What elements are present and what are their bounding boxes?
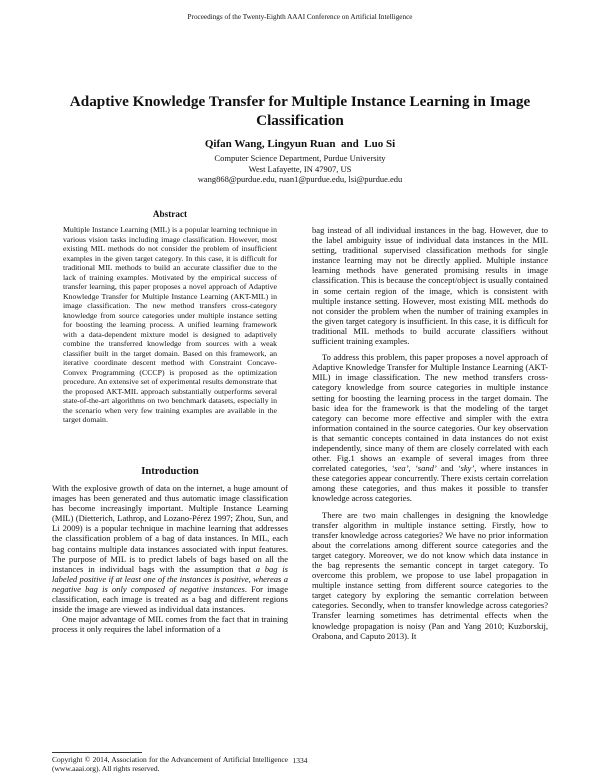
page-number: 1334: [292, 756, 308, 765]
copyright-notice: Copyright © 2014, Association for the Advancement of Artificial Intelligence (www.aaai.org). All rights reserved.: [52, 755, 288, 773]
paper-title: Adaptive Knowledge Transfer for Multiple Instance Learning in Image Classification: [69, 93, 531, 129]
intro-paragraph-1: With the explosive growth of data on the internet, a huge amount of images has been generated and thus automatic image classification has become increasingly important. Multiple Instance Learning (MIL) (Dietterich, Lathrop, and Lozano-Pérez 1997; Zhou, Sun, and Li 2009) is a popular technique in machine learning that addresses the classification problem of a bag of data instances. In MIL, each bag contains multiple data instances associated with input features. The purpose of MIL is to predict labels of bags based on all the instances in individual bags with the assumption that a bag is labeled positive if at least one of the instances is positive, whereas a negative bag is only composed of negative instances. For image classification, each image is treated as a bag and different regions inside the image are viewed as individual data instances.: [52, 483, 288, 615]
footnote-rule: [52, 752, 142, 753]
proceedings-header: Proceedings of the Twenty-Eighth AAAI Conference on Artificial Intelligence: [187, 13, 413, 21]
abstract-text: Multiple Instance Learning (MIL) is a popular learning technique in various vision tasks including image classification. However, most existing MIL methods do not consider the problem of insufficient examples in the given target category. In this case, it is difficult for traditional MIL methods to build an accurate classifier due to the lack of training examples. Motivated by the empirical success of transfer learning, this paper proposes a novel approach of Adaptive Knowledge Transfer for Multiple Instance Learning (AKT-MIL) in image classification. The new method transfers cross-category knowledge from source categories under multiple instance setting for boosting the learning process. A unified learning framework with a data-dependent mixture model is designed to adaptively combine the transferred knowledge from sources with a weak classifier built in the target domain. Based on this framework, an iterative coordinate descent method with Constraint Concave-Convex Programming (CCCP) is proposed as the optimization procedure. An extensive set of experimental results demonstrate that the proposed AKT-MIL approach substantially outperforms several state-of-the-art algorithms on two benchmark datasets, especially in the scenario when very few training examples are available in the target domain.: [63, 225, 277, 424]
right-paragraph-1: bag instead of all individual instances in the bag. However, due to the label ambiguity issue of individual data instances in the MIL setting, traditional supervised classification methods for single instance learning may not be directly applied. Multiple instance learning methods have generated promising results in image classification. This is because the concept/object is usually contained in some certain region of the image, which is consistent with multiple instance setting. However, most existing MIL methods do not consider the problem when the number of training examples in the given target category is insufficient. In this case, it is difficult for traditional MIL methods to build accurate classifiers without sufficient training examples.: [312, 225, 548, 347]
affiliation-address: West Lafayette, IN 47907, US: [248, 163, 352, 174]
introduction-heading: Introduction: [141, 466, 199, 477]
right-paragraph-3: There are two main challenges in designing the knowledge transfer algorithm in multiple instance setting. Firstly, how to transfer knowledge across categories? We have no prior information about the correlations among different source categories and the target category. Moreover, we do not know which data instance in the bag represents the semantic concept in target category. To overcome this problem, we propose to use label propagation in multiple instance setting from different source categories to the target category by exploring the semantic correlation between categories. Secondly, when to transfer knowledge across categories? Transfer learning sometimes has detrimental effects when the knowledge propagation is noisy (Pan and Yang 2010; Kuzborskij, Orabona, and Caputo 2013). It: [312, 509, 548, 641]
right-column-body: [312, 225, 548, 647]
right-paragraph-2: To address this problem, this paper proposes a novel approach of Adaptive Knowledge Transfer for Multiple Instance Learning (AKT-MIL) in image classification. The new method transfers cross-category knowledge from source categories in multiple instance setting for boosting the learning process in the target domain. The basic idea for the framework is that the modeling of the target category can become more effective and simpler with the extra information contained in the source categories. Our key observation is that semantic concepts contained in data instances do not exist independently, since many of them are closely correlated with each other. Fig.1 shows an example of several images from three correlated categories, ‘sea’, ‘sand’ and ‘sky’, where instances in these categories appear concurrently. There exists certain correlation among these categories, and thus makes it possible to transfer knowledge across categories.: [312, 352, 548, 504]
category-sand: ‘sand’: [414, 463, 437, 474]
left-column-body: [52, 483, 288, 634]
category-sky: ‘sky’: [457, 463, 475, 474]
author-list: Qifan Wang, Lingyun Ruan and Luo Si: [204, 138, 396, 150]
intro-paragraph-2: One major advantage of MIL comes from the fact that in training process it only requires the label information of a: [52, 614, 288, 635]
category-sea: ‘sea’: [391, 463, 409, 474]
affiliation-block: [0, 153, 600, 185]
mil-assumption-italic: a bag is labeled positive if at least one of the instances is positive, whereas a negative bag is only composed of negative instances: [52, 563, 288, 594]
abstract-heading: Abstract: [152, 209, 188, 219]
affiliation-department: Computer Science Department, Purdue University: [214, 153, 386, 163]
affiliation-emails: wang868@purdue.edu, ruan1@purdue.edu, lsi@purdue.edu: [197, 174, 403, 184]
